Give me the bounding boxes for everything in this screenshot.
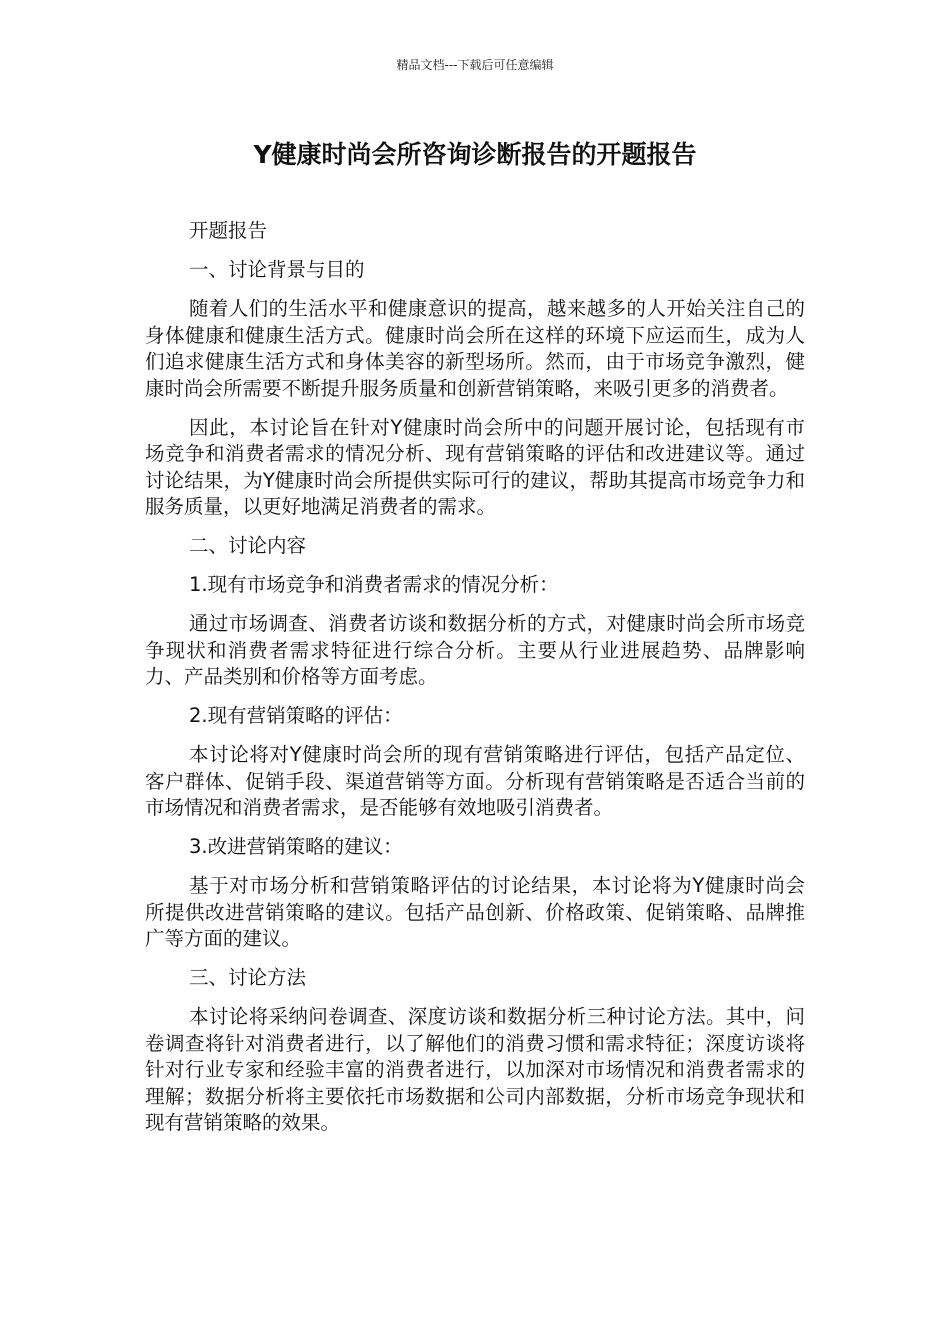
section-label-kaiti: 开题报告 — [189, 219, 268, 242]
section-heading-background: 一、讨论背景与目的 — [189, 258, 365, 281]
subheading-strategy-suggestions: 3.改进营销策略的建议： — [189, 835, 403, 858]
paragraph-strategy-evaluation: 本讨论将对Y健康时尚会所的现有营销策略进行评估，包括产品定位、客户群体、促销手段、渠道营销等方面。分析现有营销策略是否适合当前的市场情况和消费者需求，是否能够有效地吸引消费者。 — [145, 743, 805, 819]
paragraph-background-2: 因此，本讨论旨在针对Y健康时尚会所中的问题开展讨论，包括现有市场竞争和消费者需求的情况分析、现有营销策略的评估和改进建议等。通过讨论结果，为Y健康时尚会所提供实际可行的建议，帮助其提高市场竞争力和服务质量，以更好地满足消费者的需求。 — [145, 415, 805, 518]
section-heading-content: 二、讨论内容 — [189, 534, 307, 557]
paragraph-background-1: 随着人们的生活水平和健康意识的提高，越来越多的人开始关注自己的身体健康和健康生活方式。健康时尚会所在这样的环境下应运而生，成为人们追求健康生活方式和身体美容的新型场所。然而，由于市场竞争激烈，健康时尚会所需要不断提升服务质量和创新营销策略，来吸引更多的消费者。 — [145, 297, 805, 400]
document-body — [145, 218, 805, 1149]
paragraph-methods: 本讨论将采纳问卷调查、深度访谈和数据分析三种讨论方法。其中，问卷调查将针对消费者进行，以了解他们的消费习惯和需求特征；深度访谈将针对行业专家和经验丰富的消费者进行，以加深对市场情况和消费者需求的理解；数据分析将主要依托市场数据和公司内部数据，分析市场竞争现状和现有营销策略的效果。 — [145, 1005, 805, 1134]
section-heading-methods: 三、讨论方法 — [189, 966, 307, 989]
document-title: Y健康时尚会所咨询诊断报告的开题报告 — [253, 140, 697, 169]
paragraph-strategy-suggestions: 基于对市场分析和营销策略评估的讨论结果，本讨论将为Y健康时尚会所提供改进营销策略的建议。包括产品创新、价格政策、促销策略、品牌推广等方面的建议。 — [145, 874, 805, 950]
subheading-strategy-evaluation: 2.现有营销策略的评估： — [189, 704, 403, 727]
subheading-market-analysis: 1.现有市场竞争和消费者需求的情况分析： — [189, 573, 559, 596]
header-note: 精品文档---下载后可任意编辑 — [396, 58, 554, 72]
paragraph-market-analysis: 通过市场调查、消费者访谈和数据分析的方式，对健康时尚会所市场竞争现状和消费者需求特征进行综合分析。主要从行业进展趋势、品牌影响力、产品类别和价格等方面考虑。 — [145, 612, 805, 688]
